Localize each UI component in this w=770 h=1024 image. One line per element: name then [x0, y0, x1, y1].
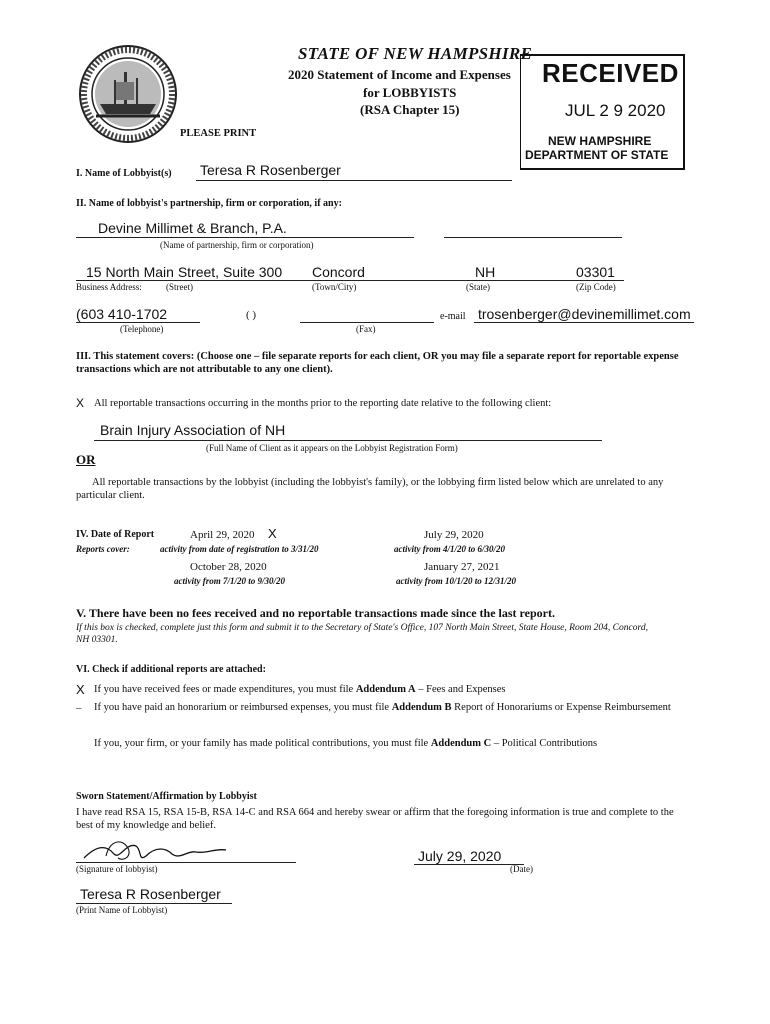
report-date-1-mark[interactable]: X [268, 526, 277, 541]
firm-value[interactable]: Devine Millimet & Branch, P.A. [98, 220, 287, 236]
lobbyist-name-value[interactable]: Teresa R Rosenberger [200, 162, 341, 178]
email-line [474, 322, 694, 323]
report-date-1[interactable]: April 29, 2020 [190, 529, 255, 541]
street-value[interactable]: 15 North Main Street, Suite 300 [86, 264, 283, 280]
form-subtitle-3: (RSA Chapter 15) [360, 102, 460, 117]
report-date-4[interactable]: January 27, 2021 [424, 561, 500, 573]
addendum-c-post: – Political Contributions [493, 738, 598, 749]
addendum-a-mark[interactable]: X [76, 682, 85, 697]
form-subtitle-2: for LOBBYISTS [363, 85, 457, 100]
unrelated-option-text: All reportable transactions by the lobbyist (including the lobbyist's family), or the lobbying firm listed below which are unrelated to any particular client. [76, 477, 664, 501]
coverage-text: (Choose one – file separate reports for each client, OR you may file a separate report for reportable expense transactions which are not attributable to any one client). [76, 351, 679, 375]
email-value[interactable]: trosenberger@devinemillimet.com [478, 306, 691, 322]
stamp-dept-2: DEPARTMENT OF STATE [525, 148, 669, 162]
fax-prefix: ( ) [246, 309, 257, 321]
report-date-2-caption: activity from 4/1/20 to 6/30/20 [394, 544, 505, 554]
stamp-date: JUL 2 9 2020 [565, 101, 666, 120]
additional-reports-label: VI. Check if additional reports are attached: [76, 664, 266, 675]
phone-line [76, 322, 200, 323]
addendum-c-bold: Addendum C [430, 738, 492, 749]
addendum-a-bold: Addendum A [355, 684, 416, 695]
address-line [76, 280, 624, 281]
reports-cover-label: Reports cover: [76, 544, 130, 554]
coverage-label: III. This statement covers: [76, 351, 195, 362]
addendum-a-pre: If you have received fees or made expenditures, you must file [94, 684, 354, 695]
client-option-text: All reportable transactions occurring in the months prior to the reporting date relative to the following client: [94, 398, 552, 409]
print-name-caption: (Print Name of Lobbyist) [76, 905, 168, 915]
town-caption: (Town/City) [312, 282, 357, 292]
client-line [94, 440, 602, 441]
report-date-3[interactable]: October 28, 2020 [190, 561, 267, 573]
print-name-line [76, 903, 232, 904]
date-line [414, 864, 524, 865]
addendum-a-post: – Fees and Expenses [418, 684, 506, 695]
no-fees-label[interactable]: V. There have been no fees received and no reportable transactions made since the last report. [76, 606, 555, 620]
firm-line [76, 237, 414, 238]
addendum-c-pre: If you, your firm, or your family has made political contributions, you must file [94, 738, 429, 749]
business-address-label: Business Address: [76, 282, 142, 292]
report-date-3-caption: activity from 7/1/20 to 9/30/20 [174, 576, 285, 586]
phone-caption: (Telephone) [120, 324, 164, 334]
state-value[interactable]: NH [475, 264, 496, 280]
or-divider: OR [76, 452, 96, 467]
date-caption: (Date) [510, 864, 533, 874]
addendum-b-post: Report of Honorariums or Expense Reimbursement [454, 702, 671, 713]
zip-caption: (Zip Code) [576, 282, 616, 292]
addendum-b-bold: Addendum B [391, 702, 452, 713]
client-value[interactable]: Brain Injury Association of NH [100, 422, 286, 438]
firm-caption: (Name of partnership, firm or corporation) [160, 240, 314, 250]
fax-caption: (Fax) [356, 324, 376, 334]
form-title: STATE OF NEW HAMPSHIRE [298, 44, 533, 63]
sworn-text: I have read RSA 15, RSA 15-B, RSA 14-C and RSA 664 and hereby swear or affirm that the foregoing information is true and complete to the best of my knowledge and belief. [76, 807, 674, 831]
addendum-b-pre: If you have paid an honorarium or reimbursed expenses, you must file [94, 702, 390, 713]
addendum-b-mark[interactable]: _ [76, 698, 82, 710]
state-seal [78, 44, 178, 144]
email-label: e-mail [440, 311, 466, 322]
stamp-dept-1: NEW HAMPSHIRE [548, 134, 652, 148]
client-option-mark[interactable]: X [76, 396, 85, 410]
form-subtitle: 2020 Statement of Income and Expenses [288, 67, 511, 82]
addendum-a-text [94, 684, 505, 695]
signature-caption: (Signature of lobbyist) [76, 864, 158, 874]
signature-line [76, 862, 296, 863]
fax-line [300, 322, 434, 323]
street-caption: (Street) [166, 282, 193, 292]
print-name[interactable]: Teresa R Rosenberger [80, 886, 221, 902]
report-date-1-caption: activity from date of registration to 3/31/20 [160, 544, 319, 554]
town-value[interactable]: Concord [312, 264, 365, 280]
firm-label: II. Name of lobbyist's partnership, firm or corporation, if any: [76, 198, 342, 209]
lobbyist-name-line [196, 180, 512, 181]
please-print: PLEASE PRINT [180, 128, 257, 139]
addendum-b-text [94, 701, 674, 714]
firm-line-2 [444, 237, 622, 238]
date-of-report-label: IV. Date of Report [76, 529, 155, 540]
addendum-c-text [94, 738, 597, 749]
zip-value[interactable]: 03301 [576, 264, 615, 280]
phone-value[interactable]: (603 410-1702 [76, 306, 168, 322]
coverage-section [76, 350, 686, 376]
no-fees-text: If this box is checked, complete just this form and submit it to the Secretary of State's Office, 107 North Main Street, State House, Room 204, Concord, NH 03301. [76, 623, 648, 645]
state-caption: (State) [466, 282, 490, 292]
sworn-title: Sworn Statement/Affirmation by Lobbyist [76, 791, 257, 802]
report-date-4-caption: activity from 10/1/20 to 12/31/20 [396, 576, 516, 586]
lobbyist-name-label: I. Name of Lobbyist(s) [76, 168, 172, 179]
sworn-date[interactable]: July 29, 2020 [418, 848, 502, 864]
report-date-2[interactable]: July 29, 2020 [424, 529, 484, 541]
stamp-received: RECEIVED [542, 58, 679, 88]
client-caption: (Full Name of Client as it appears on the Lobbyist Registration Form) [206, 443, 458, 453]
